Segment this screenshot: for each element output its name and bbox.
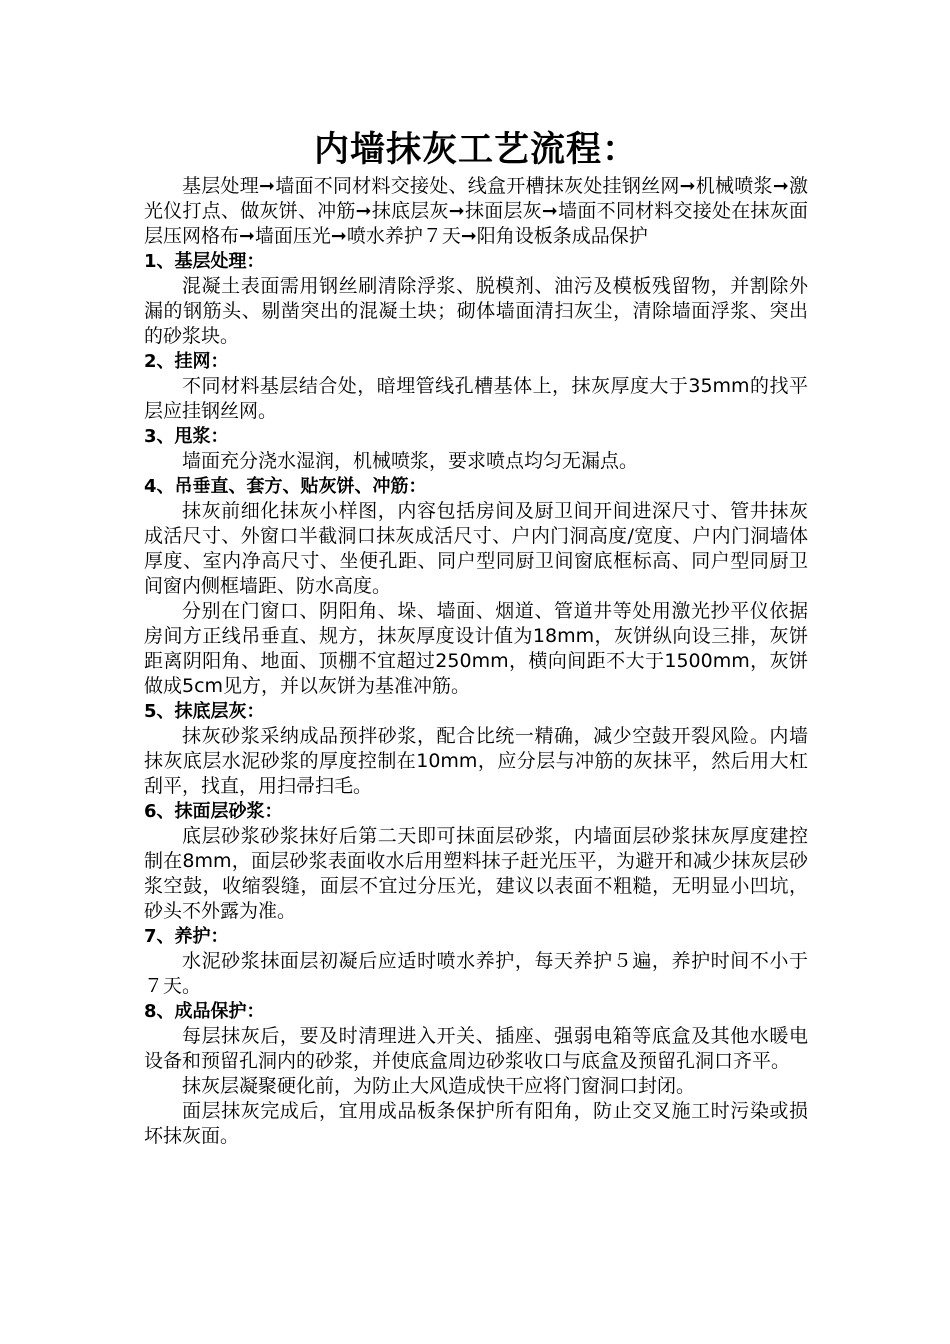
section-7 (144, 924, 808, 999)
section-8 (144, 999, 808, 1149)
section-paragraph: 抹灰层凝聚硬化前，为防止大风造成快干应将门窗洞口封闭。 (182, 1075, 696, 1097)
section-heading: 1、基层处理： (144, 251, 265, 272)
section-paragraph: 分别在门窗口、阴阳角、垛、墙面、烟道、管道井等处用激光抄平仪依据房间方正线吊垂直、规方，抹灰厚度设计值为18mm，灰饼纵向设三排，灰饼距离阴阳角、地面、顶棚不宜超过250mm，横向间距不大于1500mm，灰饼做成5cm见方，并以灰饼为基准冲筋。 (144, 600, 808, 697)
section-heading: 6、抹面层砂浆： (144, 801, 283, 822)
section-paragraph: 抹灰砂浆采纳成品预拌砂浆，配合比统一精确，减少空鼓开裂风险。内墙抹灰底层水泥砂浆的厚度控制在10mm，应分层与冲筋的灰抹平，然后用大杠刮平，找直，用扫帚扫毛。 (144, 725, 808, 797)
section-heading: 8、成品保护： (144, 1001, 265, 1022)
section-5 (144, 699, 808, 799)
section-1 (144, 249, 808, 349)
section-6 (144, 799, 808, 924)
section-4 (144, 474, 808, 699)
section-paragraph: 底层砂浆砂浆抹好后第二天即可抹面层砂浆，内墙面层砂浆抹灰厚度建控制在8mm，面层砂浆表面收水后用塑料抹子赶光压平，为避开和减少抹灰层砂浆空鼓，收缩裂缝，面层不宜过分压光，建议以表面不粗糙，无明显小凹坑，砂头不外露为准。 (144, 825, 808, 922)
section-heading: 2、挂网： (144, 351, 229, 372)
section-heading: 7、养护： (144, 926, 229, 947)
document-page (144, 128, 808, 1149)
section-paragraph: 不同材料基层结合处，暗埋管线孔槽基体上，抹灰厚度大于35mm的找平层应挂钢丝网。 (144, 375, 808, 422)
section-paragraph: 抹灰前细化抹灰小样图，内容包括房间及厨卫间开间进深尺寸、管井抹灰成活尺寸、外窗口半截洞口抹灰成活尺寸、户内门洞高度/宽度、户内门洞墙体厚度、室内净高尺寸、坐便孔距、同户型同厨卫间窗底框标高、同户型同厨卫间窗内侧框墙距、防水高度。 (144, 500, 808, 597)
process-flow-paragraph: 基层处理➞墙面不同材料交接处、线盒开槽抹灰处挂钢丝网➞机械喷浆➞激光仪打点、做灰饼、冲筋➞抹底层灰➞抹面层灰➞墙面不同材料交接处在抹灰面层压网格布➞墙面压光➞喷水养护７天➞阳角设板条成品保护 (144, 175, 808, 247)
section-paragraph: 水泥砂浆抹面层初凝后应适时喷水养护，每天养护５遍，养护时间不小于７天。 (144, 950, 808, 997)
section-heading: 4、吊垂直、套方、贴灰饼、冲筋： (144, 476, 427, 497)
section-paragraph: 混凝土表面需用钢丝刷清除浮浆、脱模剂、油污及模板残留物，并割除外漏的钢筋头、剔凿突出的混凝土块；砌体墙面清扫灰尘，清除墙面浮浆、突出的砂浆块。 (144, 275, 808, 347)
section-paragraph: 面层抹灰完成后，宜用成品板条保护所有阳角，防止交叉施工时污染或损坏抹灰面。 (144, 1100, 808, 1147)
section-paragraph: 墙面充分浇水湿润，机械喷浆，要求喷点均匀无漏点。 (182, 450, 639, 472)
section-2 (144, 349, 808, 424)
section-paragraph: 每层抹灰后，要及时清理进入开关、插座、强弱电箱等底盒及其他水暖电设备和预留孔洞内的砂浆，并使底盒周边砂浆收口与底盒及预留孔洞口齐平。 (144, 1025, 808, 1072)
section-heading: 5、抹底层灰： (144, 701, 265, 722)
section-heading: 3、甩浆： (144, 426, 229, 447)
section-3 (144, 424, 808, 474)
document-title: 内墙抹灰工艺流程： (313, 129, 638, 170)
